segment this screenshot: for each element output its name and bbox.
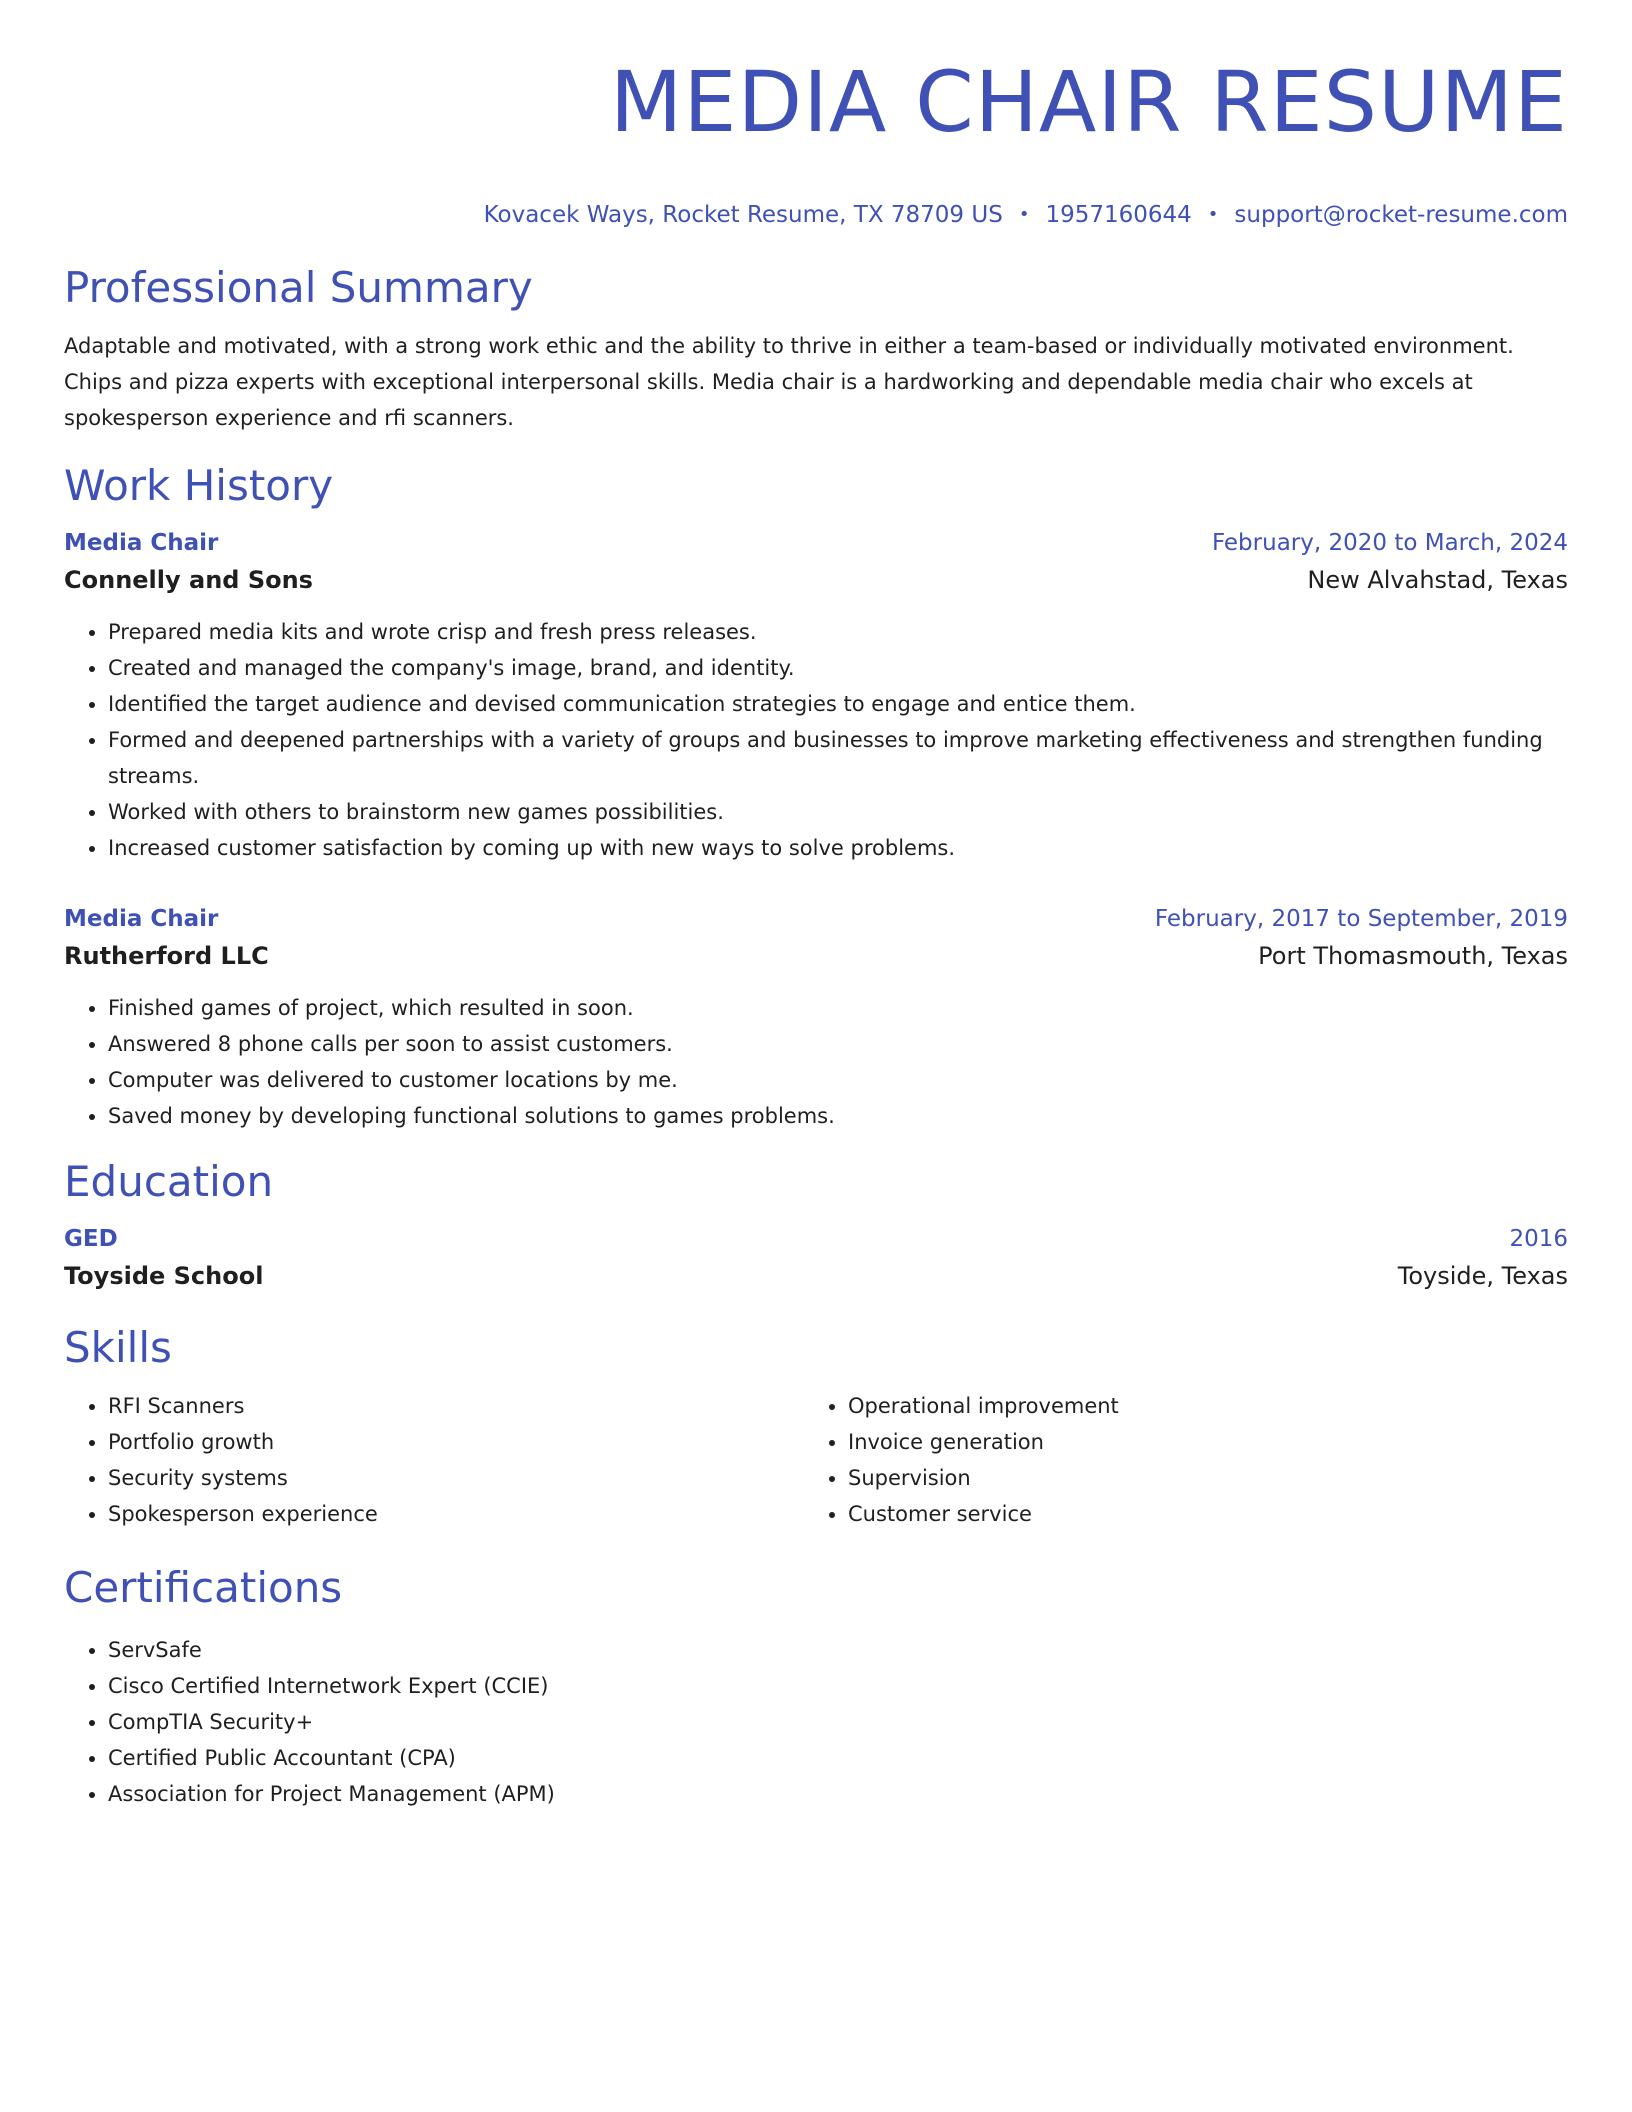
certification-item: • ServSafe (108, 1632, 1568, 1668)
job-bullet: • Saved money by developing functional solutions to games problems. (108, 1098, 1568, 1134)
job-dates: February, 2017 to September, 2019 (1154, 906, 1568, 932)
skills-list (804, 1388, 1544, 1532)
education-location: Toyside, Texas (1397, 1262, 1568, 1290)
job-bullet: • Computer was delivered to customer locations by me. (108, 1062, 1568, 1098)
certification-item: • Certified Public Accountant (CPA) (108, 1740, 1568, 1776)
certification-item: • Cisco Certified Internetwork Expert (CCIE) (108, 1668, 1568, 1704)
skills-column-left (64, 1388, 804, 1532)
resume-name: MEDIA CHAIR RESUME (609, 53, 1568, 151)
job-dates: February, 2020 to March, 2024 (1211, 530, 1568, 556)
skills-column-right (804, 1388, 1544, 1532)
certification-item: • CompTIA Security+ (108, 1704, 1568, 1740)
certification-item: • Association for Project Management (APM) (108, 1776, 1568, 1812)
job-bullet: • Worked with others to brainstorm new games possibilities. (108, 794, 1568, 830)
job-header (64, 528, 1568, 558)
job-subheader (64, 940, 1568, 972)
skill-item: • Customer service (848, 1496, 1544, 1532)
job-location: New Alvahstad, Texas (1307, 566, 1568, 594)
job-bullet: • Increased customer satisfaction by coming up with new ways to solve problems. (108, 830, 1568, 866)
skill-item: • Supervision (848, 1460, 1544, 1496)
skill-item: • RFI Scanners (108, 1388, 804, 1424)
skill-item: • Operational improvement (848, 1388, 1544, 1424)
job-company: Rutherford LLC (64, 942, 269, 970)
education-degree: GED (64, 1226, 118, 1252)
certifications-heading: Certifications (64, 1563, 343, 1612)
contact-separator: • (1018, 204, 1030, 225)
skill-item: • Spokesperson experience (108, 1496, 804, 1532)
job-bullets (64, 614, 1568, 866)
job-title: Media Chair (64, 906, 219, 932)
skill-item: • Invoice generation (848, 1424, 1544, 1460)
education-heading: Education (64, 1157, 274, 1206)
job-bullet: • Answered 8 phone calls per soon to assist customers. (108, 1026, 1568, 1062)
job-entry (64, 904, 1568, 1134)
job-header (64, 904, 1568, 934)
education-entry (64, 1224, 1568, 1292)
contact-line (64, 200, 1568, 230)
summary-heading: Professional Summary (64, 263, 533, 312)
contact-address: Kovacek Ways, Rocket Resume, TX 78709 US (483, 202, 1003, 228)
skill-item: • Portfolio growth (108, 1424, 804, 1460)
job-entry (64, 528, 1568, 866)
job-location: Port Thomasmouth, Texas (1258, 942, 1568, 970)
certifications-list (64, 1632, 1568, 1812)
job-bullet: • Formed and deepened partnerships with a variety of groups and businesses to improve marketing effectiveness and strengthen funding streams. (108, 722, 1568, 794)
education-year: 2016 (1509, 1226, 1568, 1252)
job-title: Media Chair (64, 530, 219, 556)
education-header (64, 1224, 1568, 1254)
job-bullet: • Finished games of project, which resulted in soon. (108, 990, 1568, 1026)
skill-item: • Security systems (108, 1460, 804, 1496)
resume-header (64, 52, 1568, 230)
work-history-heading: Work History (64, 461, 334, 510)
job-bullet: • Identified the target audience and devised communication strategies to engage and entice them. (108, 686, 1568, 722)
job-bullet: • Created and managed the company's image, brand, and identity. (108, 650, 1568, 686)
job-company: Connelly and Sons (64, 566, 313, 594)
contact-phone: 1957160644 (1045, 202, 1192, 228)
job-subheader (64, 564, 1568, 596)
contact-separator: • (1207, 204, 1219, 225)
skills-list (64, 1388, 804, 1532)
education-subheader (64, 1260, 1568, 1292)
summary-text: Adaptable and motivated, with a strong work ethic and the ability to thrive in either a team-based or individually motivated environment. Chips and pizza experts with exceptional interpersonal skills. Media chair is a hardworking and dependable media chair who excels at spokesperson experience and rfi scanners. (64, 334, 1514, 430)
job-bullet: • Prepared media kits and wrote crisp and fresh press releases. (108, 614, 1568, 650)
education-school: Toyside School (64, 1262, 264, 1290)
contact-email[interactable]: support@rocket-resume.com (1234, 202, 1568, 228)
skills-heading: Skills (64, 1323, 172, 1372)
job-bullets (64, 990, 1568, 1134)
skills-grid (64, 1388, 1568, 1532)
